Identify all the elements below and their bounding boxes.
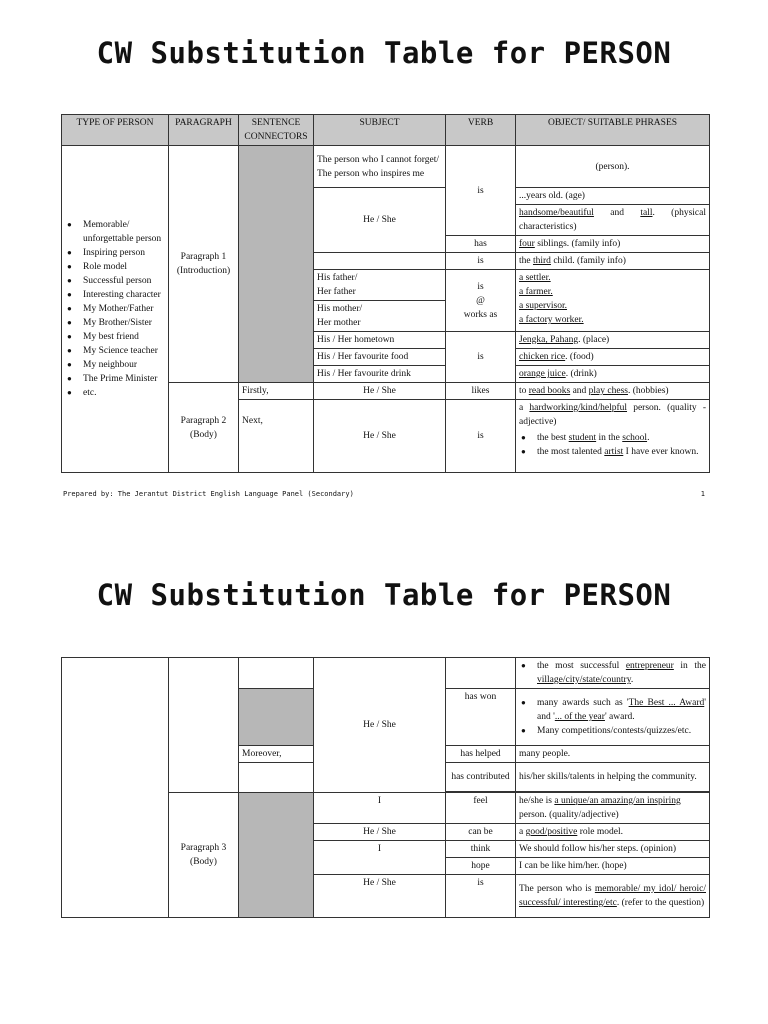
list-item: ● the most talented artist I have ever known.	[537, 445, 706, 459]
verb-cell: has	[446, 236, 516, 253]
verb-cell: hope	[446, 858, 516, 875]
object-cell: ...years old. (age)	[516, 188, 710, 205]
object-cell: many people.	[516, 746, 710, 763]
verb-cell: is	[446, 400, 516, 473]
object-cell: (person).	[516, 146, 710, 188]
list-item: ● My Mother/Father	[83, 302, 165, 316]
subject-blank	[314, 253, 446, 270]
subject-cell: His / Her favourite food	[314, 349, 446, 366]
subject-cell: He / She	[314, 400, 446, 473]
subject-cell: His / Her favourite drink	[314, 366, 446, 383]
verb-cell: has helped	[446, 746, 516, 763]
list-item: ● Role model	[83, 260, 165, 274]
page-title: CW Substitution Table for PERSON	[96, 36, 672, 70]
object-cell: a good/positive role model.	[516, 824, 710, 841]
verb-cell: has contributed	[446, 763, 516, 792]
connector-blank	[239, 763, 314, 793]
paragraph-2-label: Paragraph 2 (Body)	[169, 383, 239, 473]
object-cell: orange juice. (drink)	[516, 366, 710, 383]
subject-cell: I	[314, 793, 446, 824]
list-item: ● Successful person	[83, 274, 165, 288]
object-cell: the third child. (family info)	[516, 253, 710, 270]
verb-blank	[446, 658, 516, 689]
object-cell	[516, 689, 710, 746]
header-object: OBJECT/ SUITABLE PHRASES	[516, 115, 710, 146]
connector-blank	[239, 689, 314, 746]
header-sentence-connectors: SENTENCE CONNECTORS	[239, 115, 314, 146]
examples-list	[519, 659, 706, 687]
connector-next: Next,	[239, 400, 314, 473]
list-item: ● My best friend	[83, 330, 165, 344]
object-cell: Jengka, Pahang. (place)	[516, 332, 710, 349]
list-item: ● The Prime Minister	[83, 372, 165, 386]
subject-cell: His mother/ Her mother	[314, 301, 446, 332]
list-item: ● etc.	[83, 386, 165, 400]
list-item: ● many awards such as 'The Best ... Award' and '... of the year' award.	[537, 696, 706, 724]
object-cell: his/her skills/talents in helping the community.	[516, 763, 710, 792]
list-item: ● My Science teacher	[83, 344, 165, 358]
subject-cell: I	[314, 841, 446, 875]
verb-cell: has won	[446, 689, 516, 746]
verb-cell: is @ works as	[446, 270, 516, 332]
verb-cell: think	[446, 841, 516, 858]
page-title: CW Substitution Table for PERSON	[96, 578, 672, 612]
page-number: 1	[700, 490, 705, 498]
subject-cell: His / Her hometown	[314, 332, 446, 349]
verb-cell: is	[446, 332, 516, 383]
header-verb: VERB	[446, 115, 516, 146]
object-cell: We should follow his/her steps. (opinion)	[516, 841, 710, 858]
subject-cell: The person who I cannot forget/ The person who inspires me	[314, 146, 446, 188]
object-cell: a hardworking/kind/helpful person. (quality - adjective) ● the best student in the school. ● the most talented artist I have ever known.	[516, 400, 710, 473]
subject-cell: His father/ Her father	[314, 270, 446, 301]
verb-cell: is	[446, 875, 516, 918]
type-of-person-blank	[62, 658, 169, 918]
subject-cell: He / She	[314, 875, 446, 918]
examples-list	[519, 431, 706, 459]
object-cell: chicken rice. (food)	[516, 349, 710, 366]
list-item: ● the most successful entrepreneur in the village/city/state/country.	[537, 659, 706, 687]
examples-list	[519, 696, 706, 738]
substitution-table	[61, 114, 710, 473]
list-item: ● the best student in the school.	[537, 431, 706, 445]
list-item: ● Inspiring person	[83, 246, 165, 260]
substitution-table	[61, 657, 710, 918]
list-item: ● My neighbour	[83, 358, 165, 372]
list-item: ● Interesting character	[83, 288, 165, 302]
type-of-person-list	[65, 218, 165, 400]
object-cell: The person who is memorable/ my idol/ heroic/ successful/ interesting/etc. (refer to the question)	[516, 875, 710, 918]
verb-cell: feel	[446, 793, 516, 824]
verb-cell: is	[446, 253, 516, 270]
object-cell: to read books and play chess. (hobbies)	[516, 383, 710, 400]
header-paragraph: PARAGRAPH	[169, 115, 239, 146]
verb-cell: likes	[446, 383, 516, 400]
connector-blank	[239, 793, 314, 918]
object-cell	[516, 658, 710, 689]
type-of-person-cell	[62, 146, 169, 473]
paragraph-blank	[169, 658, 239, 793]
list-item: ● Many competitions/contests/quizzes/etc.	[537, 724, 706, 738]
header-subject: SUBJECT	[314, 115, 446, 146]
connector-moreover: Moreover,	[239, 746, 314, 763]
list-item: ● Memorable/ unforgettable person	[83, 218, 165, 246]
header-type-of-person: TYPE OF PERSON	[62, 115, 169, 146]
object-cell: a settler. a farmer. a supervisor. a factory worker.	[516, 270, 710, 332]
list-item: ● My Brother/Sister	[83, 316, 165, 330]
object-cell: handsome/beautiful and tall. (physical characteristics)	[516, 205, 710, 236]
subject-cell: He / She	[314, 383, 446, 400]
object-cell: I can be like him/her. (hope)	[516, 858, 710, 875]
connector-blank	[239, 146, 314, 383]
subject-cell: He / She	[314, 188, 446, 253]
paragraph-3-label: Paragraph 3 (Body)	[169, 793, 239, 918]
page-footer	[63, 490, 705, 498]
object-cell: four siblings. (family info)	[516, 236, 710, 253]
subject-cell: He / She	[314, 824, 446, 841]
object-cell: he/she is a unique/an amazing/an inspiring person. (quality/adjective)	[516, 793, 710, 824]
verb-cell: can be	[446, 824, 516, 841]
subject-cell: He / She	[314, 658, 446, 793]
connector-firstly: Firstly,	[239, 383, 314, 400]
verb-cell: is	[446, 146, 516, 236]
paragraph-1-label: Paragraph 1 (Introduction)	[169, 146, 239, 383]
connector-blank	[239, 658, 314, 689]
footer-credit: Prepared by: The Jerantut District English Language Panel (Secondary)	[63, 490, 354, 498]
